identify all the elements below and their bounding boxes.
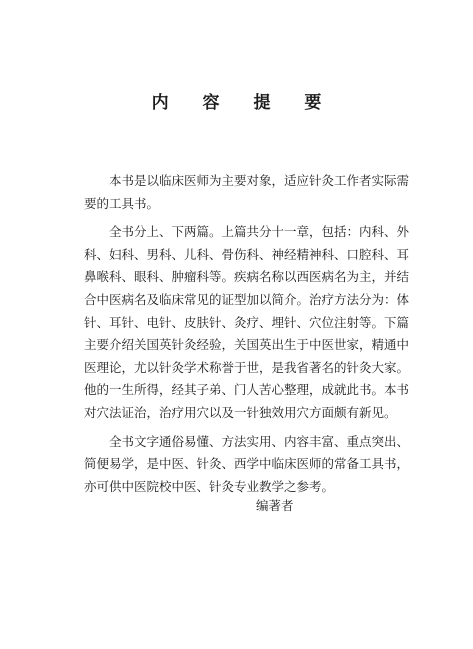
text-line: 合中医病名及临床常见的证型加以简介。治疗方法分为：体 [84, 291, 410, 307]
page-title: 内 容 提 要 [151, 93, 336, 113]
paragraph-2 [84, 221, 410, 424]
text-line: 科、妇科、男科、儿科、骨伤科、神经精神科、口腔科、耳 [84, 246, 410, 262]
text-line: 主要介绍关国英针灸经验，关国英出生于中医世家，精通中 [84, 337, 410, 353]
paragraph-1 [84, 170, 410, 215]
text-line: 本书是以临床医师为主要对象，适应针灸工作者实际需 [109, 173, 410, 188]
author-signature: 编著者 [256, 498, 294, 513]
text-line: 要的工具书。 [84, 195, 160, 211]
text-line: 他的一生所得，经其子弟、门人苦心整理，成就此书。本书 [84, 382, 410, 398]
text-line: 全书文字通俗易懂、方法实用、内容丰富、重点突出、 [109, 433, 410, 449]
paragraph-3 [84, 431, 410, 499]
text-line: 对穴法证治，治疗用穴以及一针独效用穴方面颇有新见。 [84, 404, 397, 420]
text-line: 医理论，尤以针灸学术称誉于世，是我省著名的针灸大家。 [84, 359, 410, 375]
abstract-body [84, 170, 410, 504]
text-line: 亦可供中医院校中医、针灸专业教学之参考。 [84, 478, 335, 494]
text-line: 简便易学，是中医、针灸、西学中临床医师的常备工具书， [84, 456, 410, 472]
text-line: 鼻喉科、眼科、肿瘤科等。疾病名称以西医病名为主，并结 [84, 269, 410, 285]
text-line: 针、耳针、电针、皮肤针、灸疗、埋针、穴位注射等。下篇 [84, 314, 410, 330]
text-line: 全书分上、下两篇。上篇共分十一章，包括：内科、外 [109, 224, 410, 240]
